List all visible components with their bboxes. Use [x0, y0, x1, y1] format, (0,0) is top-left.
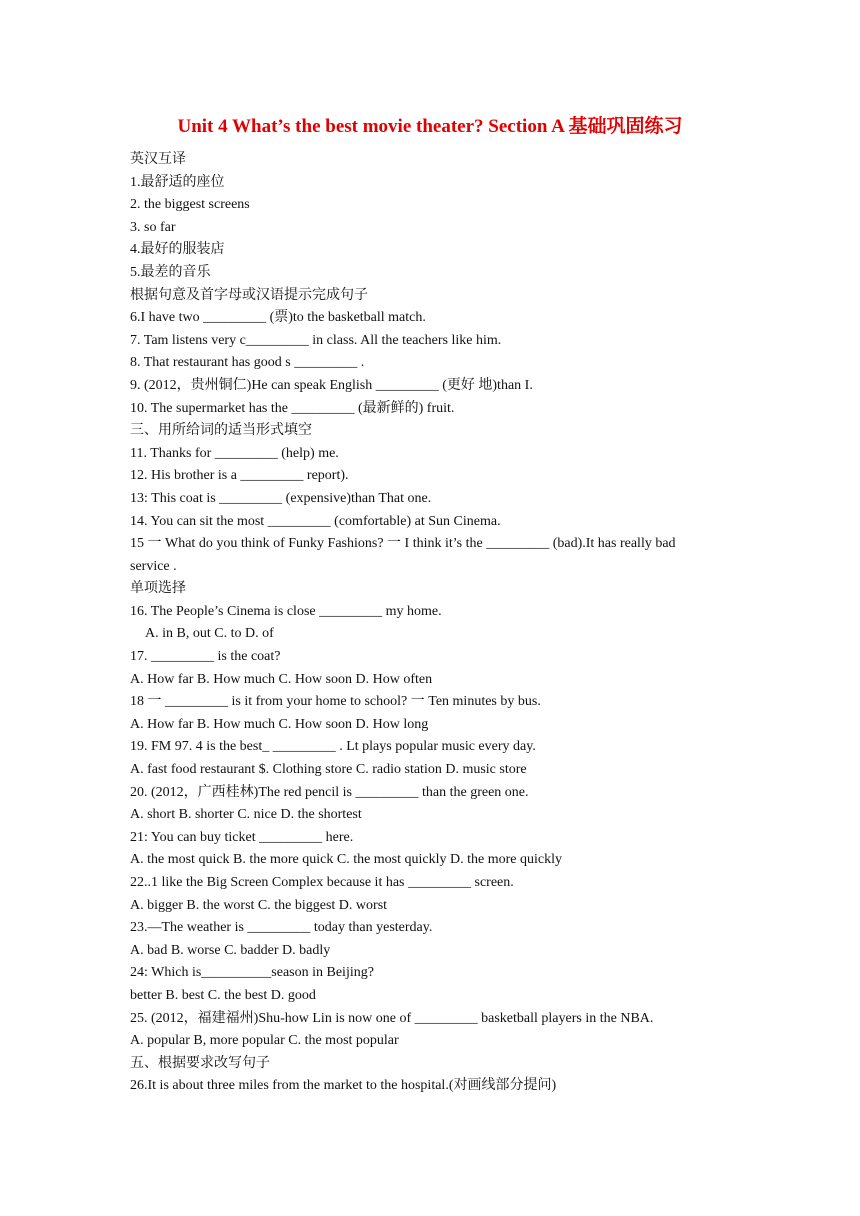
text-line: 7. Tam listens very c_________ in class. All the teachers like him. [130, 332, 502, 348]
text-line: A. How far B. How much C. How soon D. How long [130, 716, 429, 732]
text-line: 4.最好的服装店 [130, 242, 225, 258]
document-title: Unit 4 What’s the best movie theater? Section A 基础巩固练习 [177, 116, 683, 137]
text-line: 13: This coat is _________ (expensive)than That one. [130, 490, 432, 506]
text-line: 2. the biggest screens [130, 197, 250, 213]
text-line: 17. _________ is the coat? [130, 649, 281, 665]
text-line: better B. best C. the best D. good [130, 987, 316, 1003]
text-line: 25. (2012，福建福州)Shu-how Lin is now one of _________ basketball players in the NBA. [130, 1010, 654, 1026]
text-line: A. the most quick B. the more quick C. the most quickly D. the more quickly [130, 852, 562, 868]
text-line: A. bigger B. the worst C. the biggest D. worst [130, 897, 388, 913]
text-line: 11. Thanks for _________ (help) me. [130, 445, 339, 461]
text-line: 16. The People’s Cinema is close _________ my home. [130, 603, 442, 619]
text-line: A. How far B. How much C. How soon D. How often [130, 671, 433, 687]
text-line: 26.It is about three miles from the market to the hospital.(对画线部分提问) [130, 1078, 557, 1094]
text-line: 19. FM 97. 4 is the best_ _________ . Lt plays popular music every day. [130, 739, 536, 755]
text-line: 21: You can buy ticket _________ here. [130, 829, 354, 845]
text-line: 12. His brother is a _________ report). [130, 468, 349, 484]
text-line: 五、根据要求改写句子 [130, 1055, 270, 1071]
text-line: service . [130, 558, 177, 574]
text-line: A. fast food restaurant $. Clothing store C. radio station D. music store [130, 762, 527, 778]
text-line: 14. You can sit the most _________ (comfortable) at Sun Cinema. [130, 513, 501, 529]
text-line: 23.—The weather is _________ today than yesterday. [130, 920, 433, 936]
text-line: 8. That restaurant has good s _________ . [130, 355, 365, 371]
text-line: 18 一 _________ is it from your home to school? 一 Ten minutes by bus. [130, 694, 541, 710]
text-line: 英汉互译 [130, 152, 186, 167]
text-line: 9. (2012，贵州铜仁)He can speak English _________ (更好 地)than I. [130, 377, 533, 393]
text-line: A. short B. shorter C. nice D. the shortest [130, 807, 362, 823]
text-line: A. popular B, more popular C. the most popular [130, 1033, 399, 1049]
text-line: 3. so far [130, 219, 176, 235]
text-line: 20. (2012，广西桂林)The red pencil is _________ than the green one. [130, 784, 529, 800]
document-body [130, 149, 740, 1098]
text-line: A. bad B. worse C. badder D. badly [130, 942, 331, 958]
text-line: 6.I have two _________ (票)to the basketball match. [130, 310, 426, 326]
text-line: A. in B, out C. to D. of [145, 626, 274, 642]
text-line: 1.最舒适的座位 [130, 174, 225, 190]
text-line: 24: Which is__________season in Beijing? [130, 965, 374, 981]
text-line: 5.最差的音乐 [130, 264, 211, 280]
text-line: 15 一 What do you think of Funky Fashions? 一 I think it’s the _________ (bad).It has really bad [130, 536, 676, 552]
text-line: 单项选择 [130, 581, 186, 597]
text-line: 根据句意及首字母或汉语提示完成句子 [130, 287, 368, 303]
text-line: 三、用所给词的适当形式填空 [130, 423, 312, 439]
text-line: 22..1 like the Big Screen Complex because it has _________ screen. [130, 875, 514, 890]
text-line: 10. The supermarket has the _________ (最新鲜的) fruit. [130, 400, 455, 416]
